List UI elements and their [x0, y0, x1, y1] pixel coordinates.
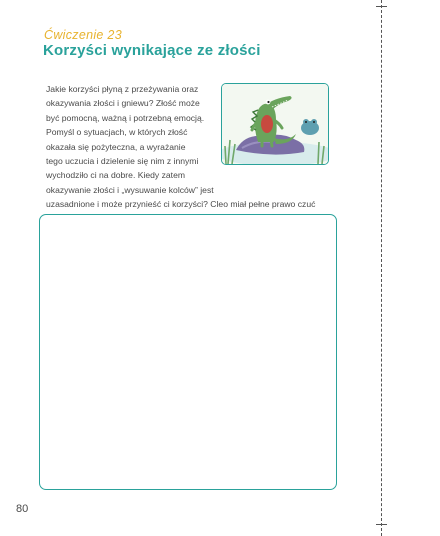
answer-writing-box[interactable] — [39, 214, 337, 490]
cut-line-tick — [376, 6, 387, 7]
prompt-line: uzasadnione i może przynieść ci korzyści? Cleo miał pełne prawo czuć — [46, 199, 316, 210]
crocodile-illustration — [221, 83, 329, 165]
prompt-line: tego uczucia i dzielenie się nim z innymi — [46, 156, 199, 167]
exercise-title: Korzyści wynikające ze złości — [43, 42, 261, 59]
prompt-line: być pomocną, ważną i potrzebną emocją. — [46, 112, 205, 123]
prompt-line: okazywanie złości i „wysuwanie kolców” jest — [46, 184, 214, 195]
prompt-line: Pomyśl o sytuacjach, w których złość — [46, 127, 188, 138]
cut-line — [381, 0, 382, 536]
page-number: 80 — [16, 503, 29, 515]
crocodile-on-rock-picture — [222, 84, 328, 164]
prompt-line: wychodziło ci na dobre. Kiedy zatem — [46, 170, 186, 181]
prompt-line: Jakie korzyści płyną z przeżywania oraz — [46, 84, 199, 94]
prompt-line: okazywania złości i gniewu? Złość może — [46, 98, 200, 109]
exercise-number: Ćwiczenie 23 — [44, 28, 122, 42]
cut-line-tick — [376, 524, 387, 525]
prompt-line: okazała się pożyteczna, a wyrażanie — [46, 141, 186, 152]
